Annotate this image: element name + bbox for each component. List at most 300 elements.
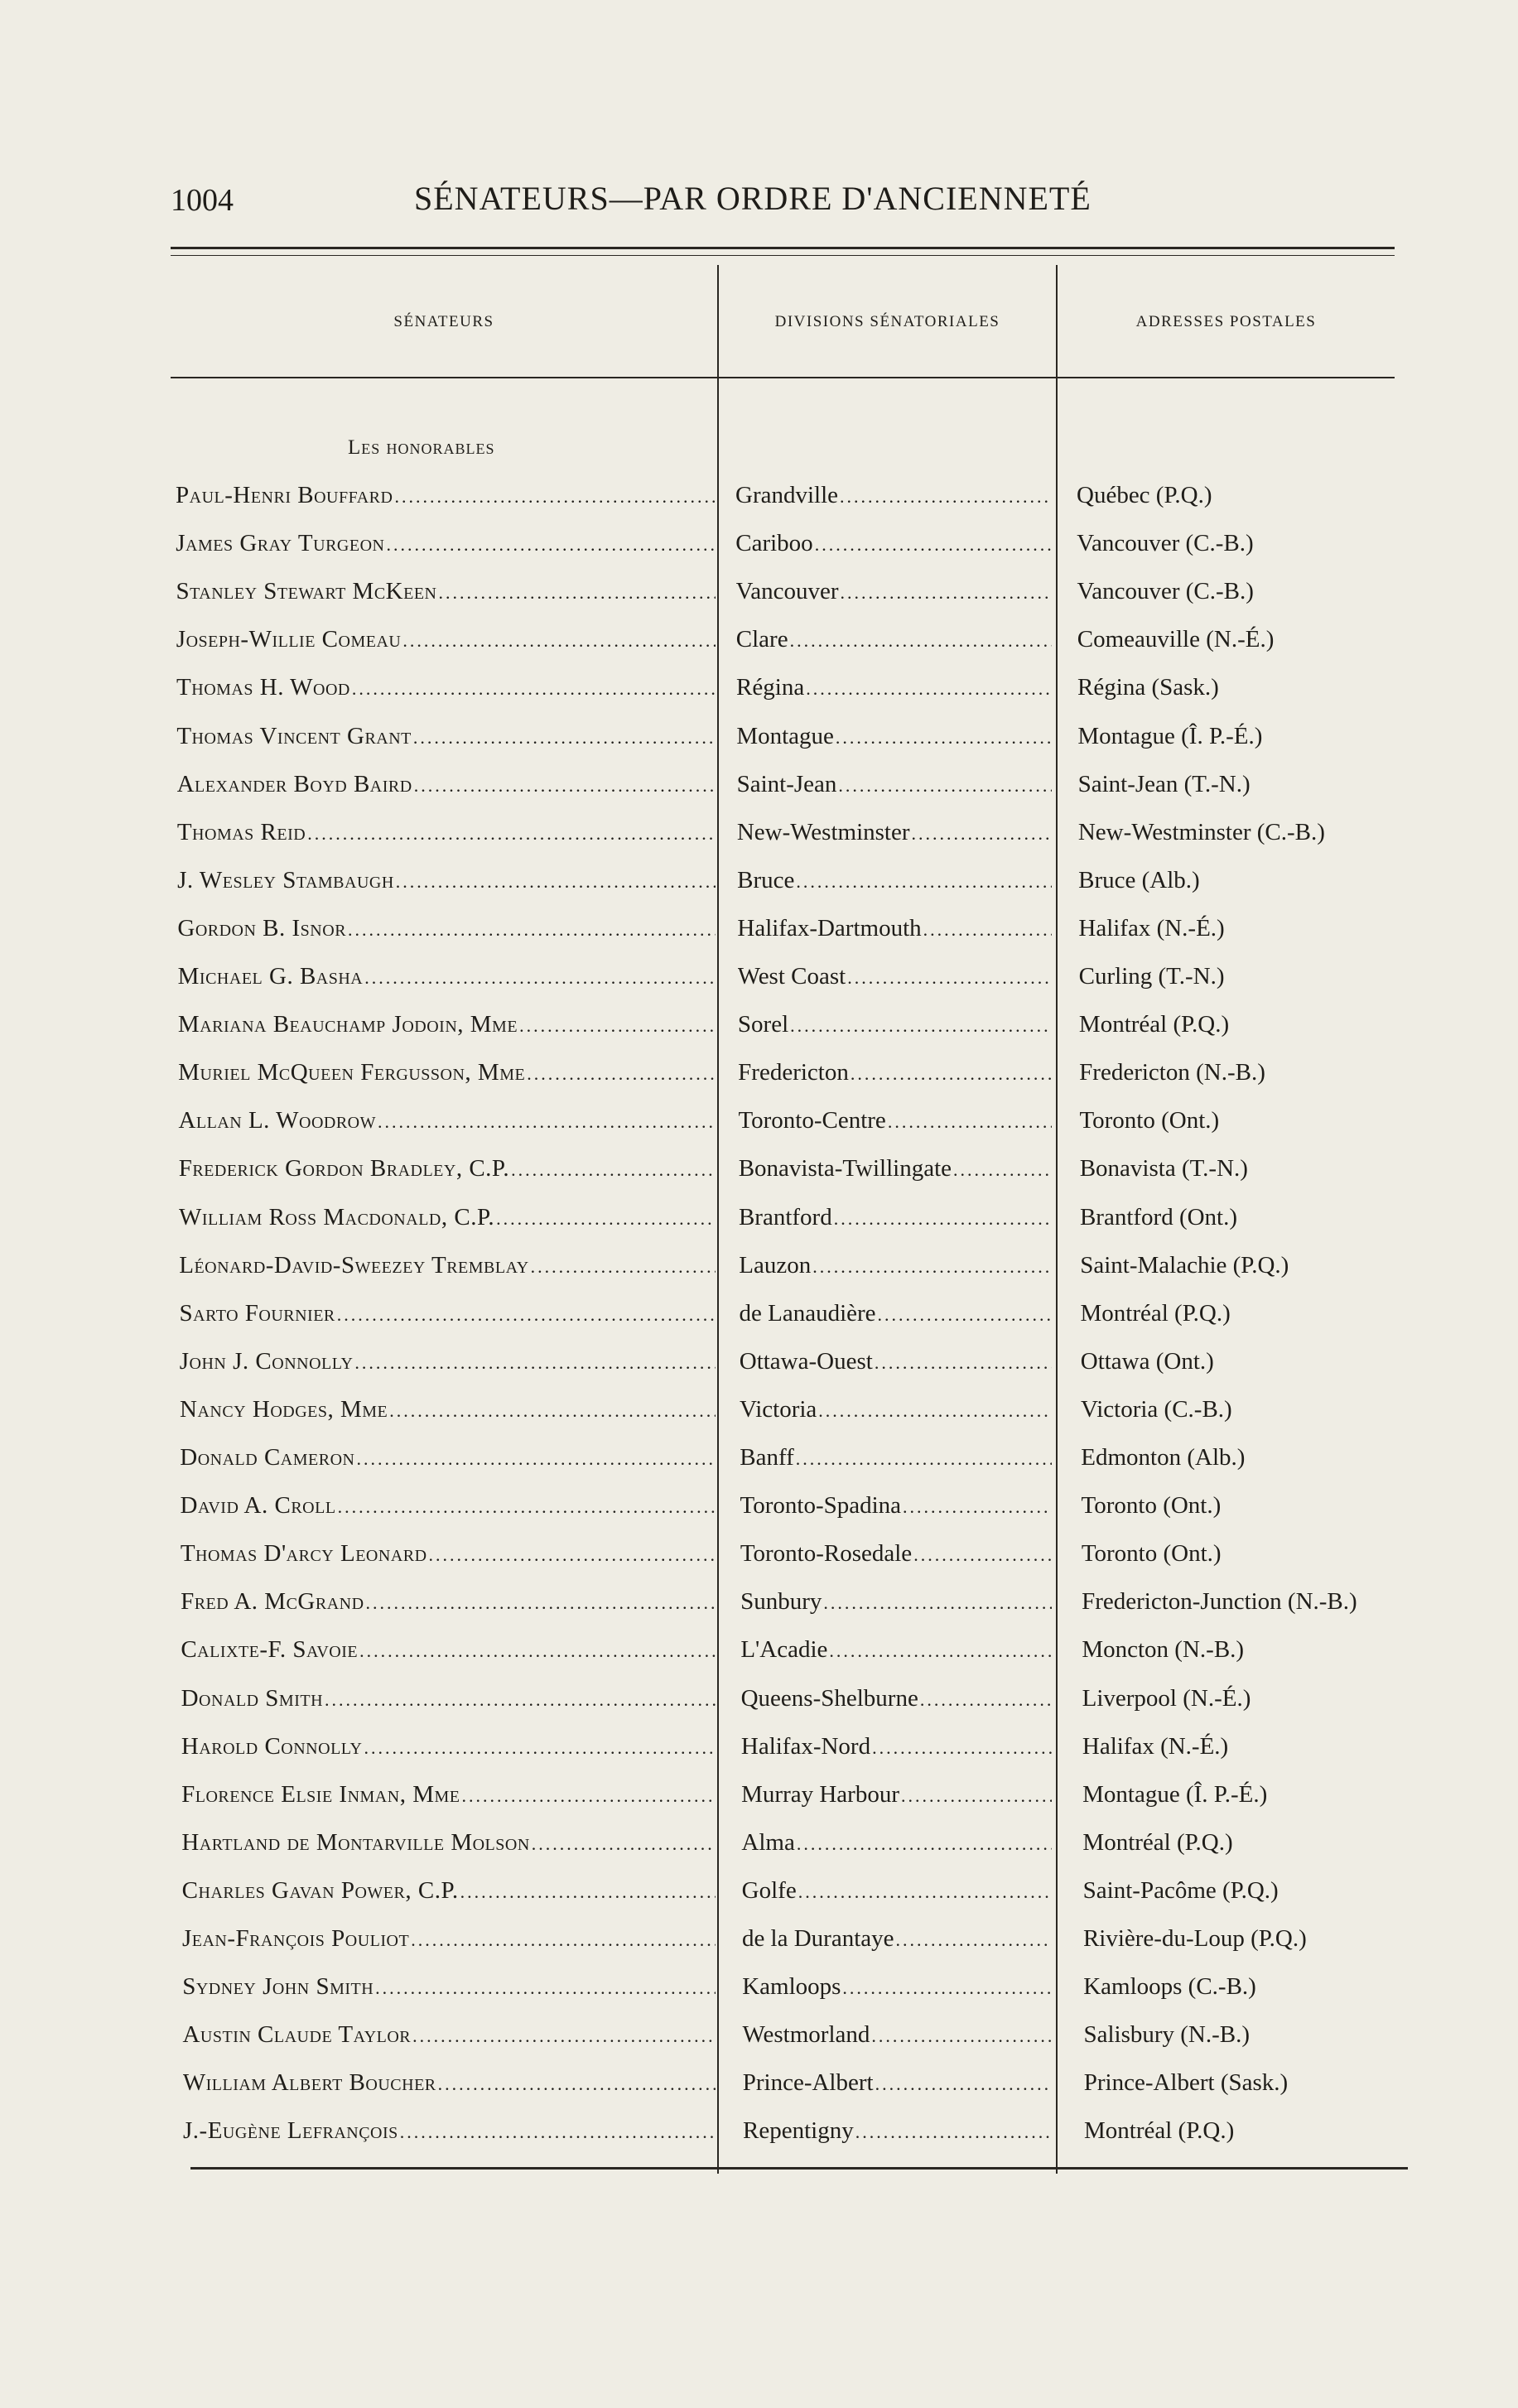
dot-leader [827,1635,1052,1668]
postal-address-text: Halifax (N.-É.) [1082,1732,1229,1760]
senator-name [181,1682,716,1717]
dot-leader [797,1876,1052,1909]
postal-address-text: Liverpool (N.-É.) [1082,1684,1251,1712]
senator-name-text: William Albert Boucher [182,2069,436,2097]
senator-name-text: John J. Connolly [179,1347,354,1375]
senator-name-text: Charles Gavan Power, C.P. [181,1876,459,1904]
dot-leader [874,2068,1052,2101]
postal-address-text: Montague (Î. P.-É.) [1077,722,1263,749]
postal-address [1078,912,1224,945]
senatorial-division [736,623,1052,657]
senator-name [179,1152,716,1187]
senator-name-text: Stanley Stewart McKeen [176,578,437,605]
table-row [0,816,1518,849]
senator-name [180,1441,716,1476]
postal-address-text: Bonavista (T.-N.) [1079,1155,1248,1182]
table-row [0,1345,1518,1378]
senator-name-text: Donald Smith [181,1684,324,1712]
senator-name [177,768,716,802]
dot-leader [912,1539,1052,1572]
dot-leader [398,2116,716,2149]
senator-name [180,1345,716,1380]
dot-leader [363,961,716,995]
table-row [0,1201,1518,1234]
postal-address-text: Toronto (Ont.) [1081,1540,1222,1568]
senator-name-text: J. Wesley Stambaugh [177,866,394,893]
senator-name [178,1056,716,1091]
postal-address-text: Montréal (P.Q.) [1084,2117,1235,2145]
senator-name [176,479,716,513]
dot-leader [346,913,716,946]
senatorial-division [742,1970,1052,2005]
senator-name [177,912,716,946]
senator-name [179,1201,716,1235]
dot-leader [873,1346,1052,1380]
senatorial-division-text: Grandville [735,482,839,508]
dot-leader [354,1442,716,1476]
postal-address-text: Bruce (Alb.) [1078,866,1200,893]
table-row [0,960,1518,993]
dot-leader [460,1780,716,1813]
senatorial-division-text: Toronto-Centre [738,1107,886,1134]
senatorial-division [735,479,1052,513]
dot-leader [901,1491,1052,1524]
senator-name [182,1922,716,1957]
postal-address [1082,1633,1244,1666]
dot-leader [376,1105,716,1139]
senatorial-division [743,2114,1052,2149]
dot-leader [876,1298,1052,1332]
table-row [0,1489,1518,1522]
senator-name-text: Michael G. Basha [177,963,364,990]
table-row [0,1008,1518,1041]
senator-name-text: Florence Elsie Inman, Mme [181,1780,460,1808]
table-row [0,768,1518,801]
senator-name-text: Mariana Beauchamp Jodoin, Mme [177,1011,518,1038]
dot-leader [804,672,1052,706]
senatorial-division-text: Sunbury [740,1588,822,1616]
dot-leader [411,2020,716,2053]
senator-name [181,1778,716,1813]
dot-leader [839,576,1052,609]
senator-name [181,1537,716,1572]
senatorial-division-text: Vancouver [735,578,839,605]
postal-address [1083,1922,1307,1955]
senatorial-division [736,671,1052,706]
senatorial-division [741,1778,1052,1813]
dot-leader [795,1828,1052,1861]
senator-name [176,623,716,657]
senator-name [181,1585,716,1620]
postal-address [1079,1104,1219,1137]
postal-address-text: Salisbury (N.-B.) [1083,2021,1251,2049]
senatorial-division-text: Bonavista-Twillingate [738,1155,952,1182]
postal-address-text: Saint-Malachie (P.Q.) [1080,1251,1289,1279]
dot-leader [794,1442,1052,1476]
dot-leader [952,1153,1052,1187]
page-number: 1004 [171,183,234,218]
dot-leader [401,624,716,657]
postal-address [1077,527,1253,560]
senator-name [182,2018,716,2053]
top-rule-thick [171,247,1395,249]
senator-name [176,575,716,609]
senatorial-division [736,575,1052,609]
senator-name-text: Jean-François Pouliot [181,1925,410,1952]
dot-leader [530,1828,716,1861]
senator-name-text: Austin Claude Taylor [182,2021,412,2049]
dot-leader [335,1298,716,1332]
senatorial-division-text: Ottawa-Ouest [739,1347,873,1375]
dot-leader [427,1539,716,1572]
senator-name-text: Nancy Hodges, Mme [180,1395,388,1423]
senatorial-division-text: Sorel [737,1011,789,1038]
senatorial-division-text: L'Acadie [740,1636,828,1664]
senator-name-text: Donald Cameron [180,1444,355,1471]
senatorial-division [740,1345,1052,1380]
table-row [0,479,1518,512]
postal-address [1082,1585,1357,1618]
senatorial-division-text: Golfe [741,1876,797,1904]
senator-name-text: Thomas D'arcy Leonard [180,1540,427,1568]
postal-address-text: Fredericton (N.-B.) [1079,1059,1265,1086]
dot-leader [811,1250,1052,1283]
table-row [0,575,1518,608]
dot-leader [436,2068,716,2101]
senator-name-text: Joseph-Willie Comeau [176,626,402,653]
senatorial-division [740,1537,1052,1572]
senatorial-division [740,1489,1052,1524]
postal-address [1077,623,1275,656]
senator-name [182,1970,716,2005]
postal-address [1080,1201,1237,1234]
postal-address-text: Prince-Albert (Sask.) [1083,2069,1289,2097]
senator-name [182,1874,716,1909]
table-row [0,1682,1518,1715]
senator-name-text: James Gray Turgeon [176,530,385,557]
senatorial-division [739,1152,1052,1187]
postal-address [1080,1152,1248,1185]
postal-address-text: Brantford (Ont.) [1079,1203,1238,1230]
senatorial-division-text: Cariboo [735,530,813,557]
senatorial-division [738,1104,1052,1139]
table-row [0,720,1518,753]
dot-leader [870,1731,1052,1765]
dot-leader [373,1972,716,2005]
senatorial-division [738,1056,1052,1091]
senator-name-text: Hartland de Montarville Molson [181,1828,530,1856]
senatorial-division-text: Fredericton [738,1059,849,1086]
senatorial-division [741,1826,1052,1861]
senator-name [180,1393,716,1428]
dot-leader [838,480,1052,513]
dot-leader [412,769,716,802]
senatorial-division-text: Toronto-Rosedale [740,1540,913,1568]
postal-address-text: Québec (P.Q.) [1077,482,1212,508]
senator-name-text: Allan L. Woodrow [178,1107,377,1134]
postal-address [1081,1441,1245,1474]
senatorial-division-text: Westmorland [742,2021,870,2049]
top-rule-thin [171,255,1395,256]
senator-name [176,671,716,706]
page-title: SÉNATEURS—PAR ORDRE D'ANCIENNETÉ [414,180,1092,217]
senator-name-text: William Ross Macdonald, C.P. [178,1203,495,1230]
senatorial-division [739,1249,1052,1283]
dot-leader [459,1876,716,1909]
dot-leader [412,721,716,754]
header-underline [171,377,1395,378]
table-row [0,2018,1518,2051]
dot-leader [899,1780,1052,1813]
senatorial-division-text: Murray Harbour [741,1780,899,1808]
dot-leader [918,1683,1052,1717]
senatorial-division [742,1922,1052,1957]
senator-name-text: Calixte-F. Savoie [181,1636,359,1664]
senatorial-division-text: Queens-Shelburne [740,1684,918,1712]
senator-name [183,2114,716,2149]
senator-name [181,1826,716,1861]
postal-address-text: Victoria (C.-B.) [1081,1395,1232,1423]
senatorial-division-text: Victoria [740,1395,817,1423]
senatorial-division-text: Banff [740,1444,794,1471]
dot-leader [388,1394,716,1428]
postal-address [1078,816,1325,849]
senatorial-division-text: Prince-Albert [742,2069,874,2097]
dot-leader [910,817,1052,850]
table-row [0,1297,1518,1330]
table-row [0,1152,1518,1185]
postal-address-text: Fredericton-Junction (N.-B.) [1082,1588,1357,1616]
postal-address [1079,960,1225,993]
senatorial-division [737,912,1052,946]
table-row [0,1970,1518,2003]
dot-leader [336,1491,716,1524]
postal-address [1081,1393,1232,1426]
postal-address [1082,1537,1222,1570]
senatorial-division-text: Bruce [737,866,795,893]
senator-name-text: Sarto Fournier [179,1299,335,1327]
senator-name [181,1489,716,1524]
senatorial-division [740,1633,1052,1668]
dot-leader [794,865,1052,898]
postal-address [1084,2066,1288,2099]
table-row [0,1056,1518,1089]
postal-address [1081,1297,1231,1330]
postal-address [1077,671,1219,704]
dot-leader [509,1153,716,1187]
postal-address-text: Saint-Jean (T.-N.) [1077,770,1251,797]
postal-address-text: Halifax (N.-É.) [1078,914,1225,942]
senatorial-division [741,1682,1052,1717]
senatorial-division-text: de la Durantaye [741,1925,894,1952]
senatorial-division [737,864,1052,898]
postal-address [1082,1778,1267,1811]
dot-leader [870,2020,1052,2053]
senator-name [179,1249,716,1283]
table-row [0,1730,1518,1763]
table-row [0,1537,1518,1570]
senator-name-text: Harold Connolly [181,1732,363,1760]
postal-address-text: Saint-Pacôme (P.Q.) [1082,1876,1279,1904]
dot-leader [353,1346,716,1380]
senatorial-division-text: de Lanaudière [739,1299,876,1327]
senator-name-text: Frederick Gordon Bradley, C.P. [178,1155,510,1182]
senatorial-division-text: Halifax-Dartmouth [737,914,922,942]
table-row [0,912,1518,945]
table-row [0,1922,1518,1955]
dot-leader [362,1731,716,1765]
postal-address [1078,768,1251,801]
senatorial-division [737,768,1052,802]
table-row [0,527,1518,560]
senatorial-division [739,1201,1052,1235]
senator-name [181,1633,716,1668]
dot-leader [886,1105,1052,1139]
senator-name-text: Thomas Reid [176,818,306,845]
postal-address-text: Comeauville (N.-É.) [1077,626,1275,653]
senatorial-division [737,816,1052,850]
postal-address-text: Vancouver (C.-B.) [1077,578,1254,605]
senatorial-division [738,960,1052,995]
table-row [0,1104,1518,1137]
dot-leader [836,769,1052,802]
senator-name [178,1104,716,1139]
postal-address-text: Curling (T.-N.) [1078,963,1225,990]
postal-address [1082,1826,1232,1859]
column-header-divisions: DIVISIONS SÉNATORIALES [774,313,1000,330]
postal-address [1084,2114,1234,2147]
table-row [0,2114,1518,2147]
postal-address [1083,1970,1256,2003]
subheading-honorables: Les honorables [348,436,495,459]
dot-leader [817,1394,1052,1428]
dot-leader [813,528,1052,561]
column-header-senators: SÉNATEURS [393,313,494,330]
postal-address [1083,2018,1250,2051]
dot-leader [350,672,716,706]
dot-leader [788,1009,1052,1043]
senatorial-division [742,2018,1052,2053]
postal-address-text: Montague (Î. P.-É.) [1082,1780,1268,1808]
dot-leader [306,817,716,850]
senatorial-division [738,1008,1052,1043]
postal-address-text: Montréal (P.Q.) [1078,1011,1230,1038]
postal-address [1079,1056,1265,1089]
postal-address-text: Vancouver (C.-B.) [1077,530,1254,557]
senator-name [176,720,716,754]
postal-address-text: Rivière-du-Loup (P.Q.) [1082,1925,1307,1952]
dot-leader [358,1635,716,1668]
senatorial-division-text: Kamloops [742,1973,841,2001]
dot-leader [364,1587,716,1620]
table-row [0,1249,1518,1282]
senatorial-division-text: Repentigny [743,2117,854,2145]
senator-name [183,2066,716,2101]
postal-address-text: Montréal (P.Q.) [1082,1828,1233,1856]
senatorial-division-text: Montague [736,722,834,749]
senatorial-division-text: Lauzon [739,1251,812,1279]
senator-name-text: J.-Eugène Lefrançois [183,2117,398,2145]
table-row [0,623,1518,656]
dot-leader [822,1587,1052,1620]
dot-leader [529,1250,716,1283]
senatorial-division [740,1585,1052,1620]
senator-name [177,864,716,898]
table-row [0,1393,1518,1426]
table-row [0,1585,1518,1618]
postal-address [1082,1489,1222,1522]
senator-name-text: David A. Croll [180,1492,336,1519]
senator-name-text: Thomas Vincent Grant [176,722,412,749]
postal-address [1078,864,1200,897]
dot-leader [849,1057,1052,1091]
senator-name [176,527,716,561]
dot-leader [922,913,1052,946]
dot-leader [854,2116,1052,2149]
postal-address [1082,1730,1228,1763]
dot-leader [788,624,1052,657]
dot-leader [518,1009,716,1043]
table-row [0,671,1518,704]
table-row [0,1633,1518,1666]
senatorial-division-text: Toronto-Spadina [740,1492,902,1519]
dot-leader [834,721,1052,754]
postal-address-text: Toronto (Ont.) [1079,1107,1220,1134]
postal-address-text: Toronto (Ont.) [1081,1492,1222,1519]
senatorial-division-text: Saint-Jean [736,770,837,797]
senatorial-division [741,1730,1052,1765]
senatorial-division-text: New-Westminster [736,818,910,845]
dot-leader [384,528,716,561]
column-header-addresses: ADRESSES POSTALES [1135,313,1317,330]
senatorial-division [736,720,1052,754]
senatorial-division-text: West Coast [737,963,846,990]
senator-name-text: Thomas H. Wood [176,674,350,701]
senator-name-text: Fred A. McGrand [181,1588,364,1616]
senatorial-division-text: Halifax-Nord [740,1732,871,1760]
dot-leader [846,961,1052,995]
postal-address-text: Edmonton (Alb.) [1081,1444,1246,1471]
senator-name-text: Muriel McQueen Fergusson, Mme [178,1059,526,1086]
dot-leader [832,1202,1052,1235]
postal-address [1080,1249,1289,1282]
senator-name [177,816,716,850]
postal-address-text: Montréal (P.Q.) [1080,1299,1231,1327]
dot-leader [394,865,716,898]
postal-address [1077,720,1262,753]
senator-name [178,960,716,995]
senator-name-text: Sydney John Smith [182,1973,374,2001]
senatorial-division-text: Clare [735,626,788,653]
postal-address-text: Kamloops (C.-B.) [1083,1973,1256,2001]
postal-address-text: New-Westminster (C.-B.) [1077,818,1325,845]
senatorial-division [740,1393,1052,1428]
postal-address [1077,575,1254,608]
table-row [0,1441,1518,1474]
senatorial-division [740,1441,1052,1476]
senator-name-text: Gordon B. Isnor [177,914,347,942]
dot-leader [894,1924,1052,1957]
senatorial-division-text: Brantford [738,1203,832,1230]
senatorial-division-text: Régina [736,674,805,701]
senatorial-division [742,1874,1052,1909]
senatorial-division [743,2066,1052,2101]
senator-name-text: Paul-Henri Bouffard [176,482,393,508]
postal-address-text: Moncton (N.-B.) [1082,1636,1245,1664]
dot-leader [525,1057,716,1091]
dot-leader [437,576,716,609]
dot-leader [393,480,716,513]
